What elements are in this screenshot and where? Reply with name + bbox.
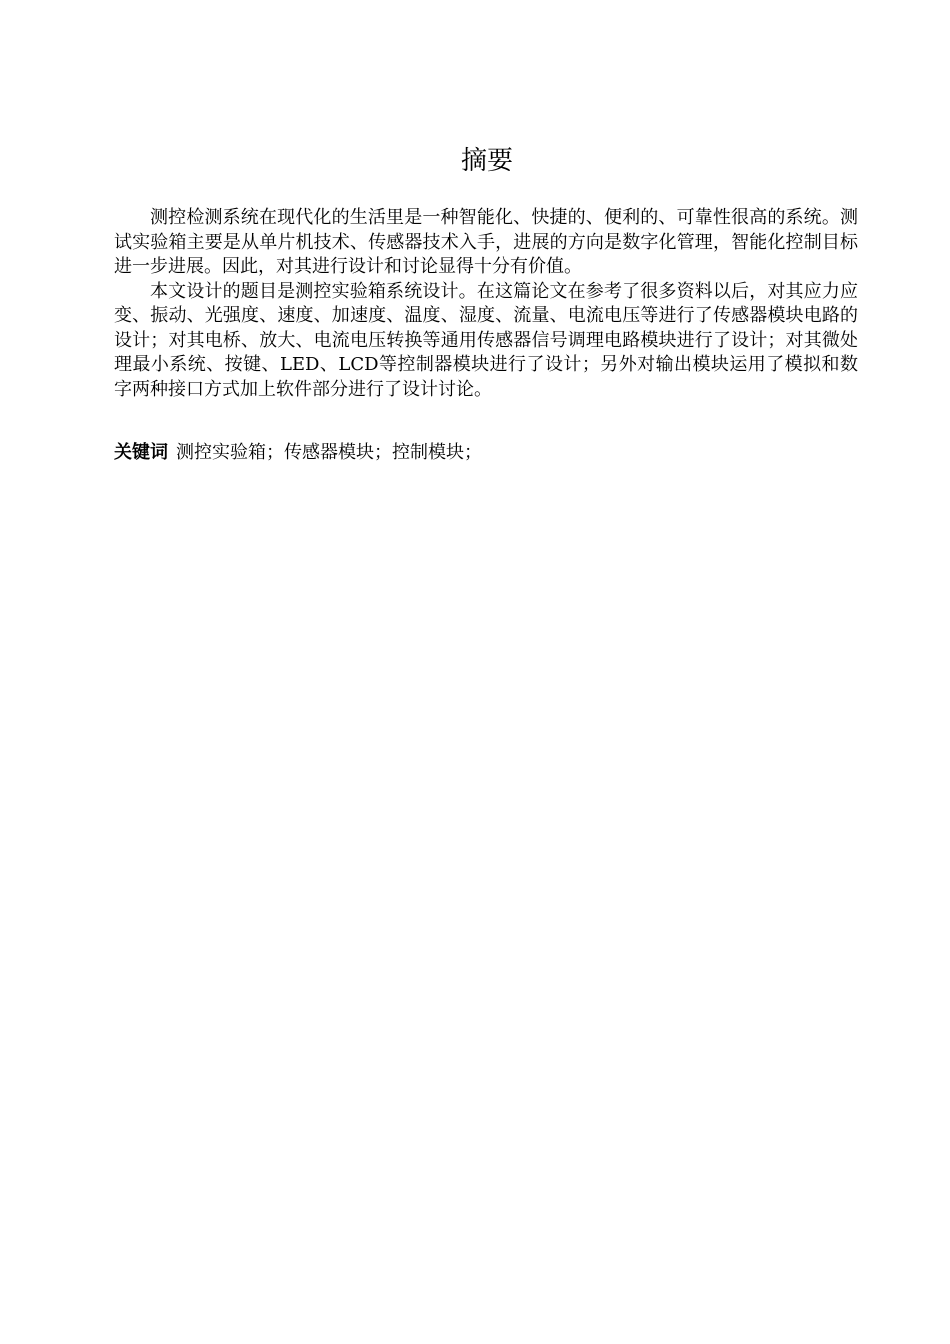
abstract-paragraph-1: 测控检测系统在现代化的生活里是一种智能化、快捷的、便利的、可靠性很高的系统。测试实验箱主要是从单片机技术、传感器技术入手，进展的方向是数字化管理，智能化控制目标进一步进展。因此，对其进行设计和讨论显得十分有价值。: [114, 207, 858, 277]
keywords-label: 关键词: [114, 442, 168, 463]
abstract-title: 摘要: [460, 146, 513, 176]
keywords-text: 测控实验箱；传感器模块；控制模块；: [176, 442, 482, 463]
keywords-line: [114, 441, 858, 465]
abstract-body: [114, 206, 858, 402]
abstract-paragraph-2: 本文设计的题目是测控实验箱系统设计。在这篇论文在参考了很多资料以后，对其应力应变、振动、光强度、速度、加速度、温度、湿度、流量、电流电压等进行了传感器模块电路的设计；对其电桥、放大、电流电压转换等通用传感器信号调理电路模块进行了设计；对其微处理最小系统、按键、LED、LCD等控制器模块进行了设计；另外对输出模块运用了模拟和数字两种接口方式加上软件部分进行了设计讨论。: [114, 280, 858, 400]
